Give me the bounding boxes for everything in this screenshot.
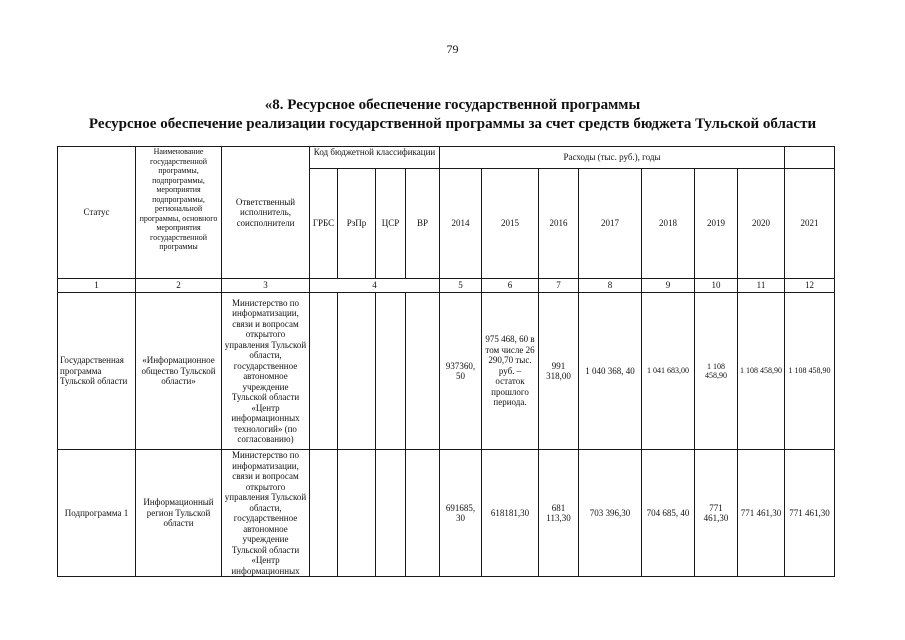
header-year-2015: 2015	[482, 169, 539, 279]
resource-table	[57, 146, 835, 577]
row-vr	[406, 293, 440, 450]
column-number: 11	[738, 279, 785, 293]
header-status: Статус	[58, 147, 136, 279]
row-value-2020: 771 461,30	[738, 450, 785, 577]
row-value-2015: 975 468, 60 в том числе 26 290,70 тыс. руб. – остаток прошлого периода.	[482, 293, 539, 450]
row-rzpr	[338, 450, 376, 577]
table-row	[58, 450, 835, 577]
row-value-2019: 771 461,30	[695, 450, 738, 577]
column-number: 10	[695, 279, 738, 293]
row-status: Государственная программа Тульской области	[58, 293, 136, 450]
header-csr: ЦСР	[376, 169, 406, 279]
row-value-2017: 1 040 368, 40	[579, 293, 642, 450]
row-value-2016: 991 318,00	[539, 293, 579, 450]
row-value-2021: 771 461,30	[785, 450, 835, 577]
header-executor: Ответственный исполнитель, соисполнители	[222, 147, 310, 279]
row-value-2017: 703 396,30	[579, 450, 642, 577]
column-number: 4	[310, 279, 440, 293]
column-number: 8	[579, 279, 642, 293]
row-value-2016: 681 113,30	[539, 450, 579, 577]
row-value-2015: 618181,30	[482, 450, 539, 577]
header-expenses: Расходы (тыс. руб.), годы	[440, 147, 785, 169]
column-number: 3	[222, 279, 310, 293]
row-csr	[376, 293, 406, 450]
row-value-2014: 937360, 50	[440, 293, 482, 450]
heading-line-1: «8. Ресурсное обеспечение государственной программы	[264, 97, 641, 113]
header-rzpr: РзПр	[338, 169, 376, 279]
row-grbs	[310, 450, 338, 577]
row-csr	[376, 450, 406, 577]
header-year-2021: 2021	[785, 169, 835, 279]
row-rzpr	[338, 293, 376, 450]
header-year-2019: 2019	[695, 169, 738, 279]
row-executor: Министерство по информатизации, связи и вопросам открытого управления Тульской области, государственное автономное учреждение Тульской области «Центр информационных технологий» (по согласованию)	[222, 293, 310, 450]
column-number: 2	[136, 279, 222, 293]
header-empty-cell	[785, 147, 835, 169]
row-name: «Информационное общество Тульской области»	[136, 293, 222, 450]
heading-line-2: Ресурсное обеспечение реализации государственной программы за счет средств бюджета Тульской области	[88, 116, 817, 132]
column-number: 5	[440, 279, 482, 293]
row-value-2018: 704 685, 40	[642, 450, 695, 577]
column-number-row	[58, 279, 835, 293]
row-executor: Министерство по информатизации, связи и вопросам открытого управления Тульской области, государственное автономное учреждение Тульской области «Центр информационных	[222, 450, 310, 577]
page-number: 79	[446, 42, 459, 56]
table-row	[58, 293, 835, 450]
column-number: 1	[58, 279, 136, 293]
column-number: 7	[539, 279, 579, 293]
header-year-2014: 2014	[440, 169, 482, 279]
row-grbs	[310, 293, 338, 450]
header-name: Наименование государственной программы, подпрограммы, мероприятия подпрограммы, региональной программы, основного мероприятия государственной программы	[136, 147, 222, 279]
column-number: 9	[642, 279, 695, 293]
header-vr: ВР	[406, 169, 440, 279]
row-status: Подпрограмма 1	[58, 450, 136, 577]
header-year-2018: 2018	[642, 169, 695, 279]
document-heading	[0, 96, 905, 134]
row-value-2014: 691685, 30	[440, 450, 482, 577]
column-number: 12	[785, 279, 835, 293]
header-year-2020: 2020	[738, 169, 785, 279]
header-year-2017: 2017	[579, 169, 642, 279]
header-grbs: ГРБС	[310, 169, 338, 279]
header-budget-code: Код бюджетной классификации	[310, 147, 440, 169]
row-value-2020: 1 108 458,90	[738, 293, 785, 450]
header-year-2016: 2016	[539, 169, 579, 279]
row-value-2019: 1 108 458,90	[695, 293, 738, 450]
row-value-2018: 1 041 683,00	[642, 293, 695, 450]
row-name: Информационный регион Тульской области	[136, 450, 222, 577]
column-number: 6	[482, 279, 539, 293]
row-value-2021: 1 108 458,90	[785, 293, 835, 450]
row-vr	[406, 450, 440, 577]
